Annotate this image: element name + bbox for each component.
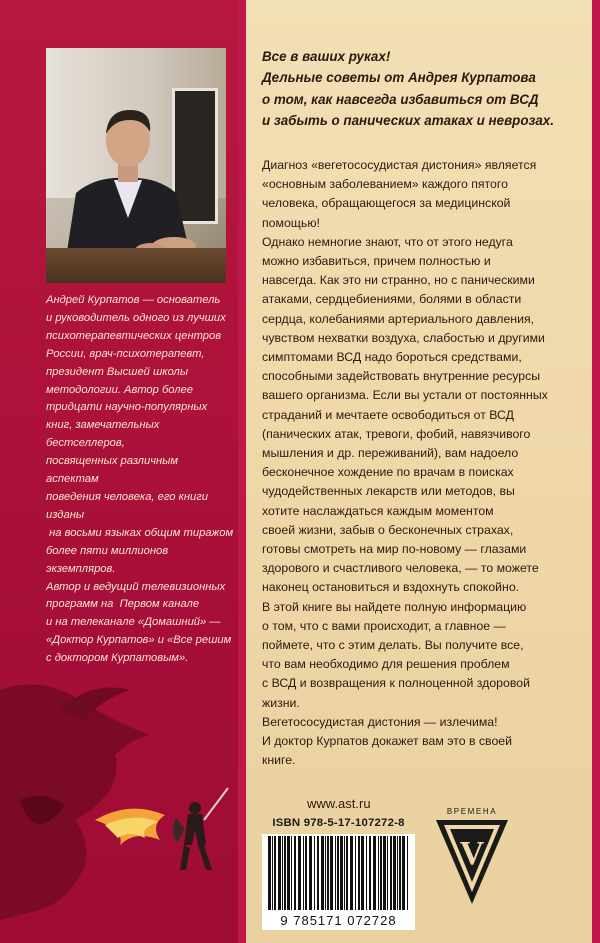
body-line: атаками, сердцебиениями, болями в области	[262, 292, 522, 307]
author-bio	[46, 292, 232, 668]
bio-line: с доктором Курпатовым».	[46, 652, 189, 665]
barcode-bar	[387, 836, 388, 910]
body-line: В этой книге вы найдете полную информацию	[262, 599, 527, 614]
barcode-bar	[274, 836, 276, 910]
author-figure	[56, 98, 206, 258]
body-line: бесконечное хождение по врачам в поисках	[262, 465, 514, 480]
barcode-bar	[272, 836, 273, 910]
barcode-bar	[303, 836, 304, 910]
body-line: хотите наслаждаться каждым моментом	[262, 503, 494, 518]
publisher-logo	[432, 800, 512, 910]
body-line: человека, обращающегося за медицинской	[262, 196, 511, 211]
barcode-bar	[366, 836, 367, 910]
barcode-bar	[397, 836, 398, 910]
tagline-line: Дельные советы от Андрея Курпатова	[262, 70, 536, 86]
body-line: вашего организма. Если вы устали от постоянных	[262, 388, 548, 403]
barcode-bar	[373, 836, 376, 910]
dragon-knight-illustration	[0, 680, 238, 943]
bio-line: более пяти миллионов экземпляров.	[46, 544, 169, 575]
body-line: готовы смотреть на мир по-новому — глазами	[262, 542, 527, 557]
bio-line: программ на Первом канале	[46, 598, 200, 611]
body-line: страданий и мечтаете освободиться от ВСД	[262, 407, 514, 422]
isbn-label: ISBN 978-5-17-107272-8	[272, 817, 405, 829]
barcode-bar	[309, 836, 312, 910]
bio-line: поведения человека, его книги изданы	[46, 490, 208, 521]
photo-table	[46, 248, 226, 283]
bio-line: Андрей Курпатов — основатель	[46, 294, 221, 306]
barcode-bar	[314, 836, 315, 910]
barcode-bar	[344, 836, 345, 910]
body-line: чувством нехватки воздуха, слабостью и другими	[262, 330, 545, 345]
barcode-bar	[321, 836, 324, 910]
barcode-bar	[278, 836, 281, 910]
body-line: поймете, что с этим делать. Вы получите все,	[262, 638, 524, 653]
body-line: о том, что с вами происходит, а главное —	[262, 618, 506, 633]
body-line: с ВСД и возвращения к полноценной здоровой	[262, 676, 530, 691]
bio-line: посвященных различным аспектам	[46, 455, 179, 486]
barcode-bar	[361, 836, 364, 910]
bio-line: и на телеканале «Домашний» —	[46, 616, 221, 629]
body-line: сердца, колебаниями артериального давления,	[262, 311, 535, 326]
divider-stripe-right	[592, 0, 600, 943]
barcode-bar	[287, 836, 290, 910]
body-line: Диагноз «вегетососудистая дистония» является	[262, 158, 537, 172]
bio-line: методологии. Автор более	[46, 383, 193, 396]
body-line: что вам необходимо для решения проблем	[262, 657, 510, 672]
body-line: Вегетососудистая дистония — излечима!	[262, 714, 498, 729]
body-line: способными задействовать внутренние ресурсы	[262, 369, 541, 384]
barcode-bar	[284, 836, 286, 910]
body-line: книге.	[262, 753, 296, 768]
bio-line: психотерапевтических центров	[46, 329, 222, 342]
barcode-bar	[291, 836, 292, 910]
body-line: (панических атак, тревоги, фобий, навязчивого	[262, 426, 531, 441]
barcode-bar	[407, 836, 408, 910]
body-line: И доктор Курпатов докажет вам это в своей	[262, 734, 513, 749]
tagline-line: о том, как навсегда избавиться от ВСД	[262, 91, 539, 107]
body-line: мышления и др. переживаний), вам надоело	[262, 446, 519, 461]
barcode-bar	[390, 836, 392, 910]
barcode	[262, 834, 415, 912]
book-description	[262, 156, 578, 771]
bio-line: России, врач-психотерапевт,	[46, 347, 205, 360]
body-line: Однако немногие знают, что от этого недуга	[262, 234, 513, 249]
body-line: жизни.	[262, 695, 300, 710]
bio-line: «Доктор Курпатов» и «Все решим	[46, 634, 232, 647]
body-line: «основным заболеванием» каждого пятого	[262, 177, 508, 192]
barcode-digits: 9 785171 072728	[262, 912, 415, 930]
barcode-bar	[358, 836, 360, 910]
barcode-bar	[305, 836, 307, 910]
barcode-bar	[393, 836, 396, 910]
barcode-bar	[346, 836, 348, 910]
barcode-bar	[355, 836, 356, 910]
body-line: чудодейственных лекарств или методов, вы	[262, 484, 515, 499]
body-line: наконец остановиться и вздохнуть спокойно.	[262, 580, 520, 595]
body-line: помощью!	[262, 215, 320, 230]
barcode-bar	[378, 836, 379, 910]
barcode-bar	[325, 836, 326, 910]
tagline-line: и забыть о панических атаках и неврозах.	[262, 112, 554, 128]
body-line: симптомами ВСД надо бороться средствами,	[262, 350, 522, 365]
bio-line: книг, замечательных бестселлеров,	[46, 419, 160, 450]
barcode-bar	[399, 836, 401, 910]
body-line: здорового и счастливого человека, — то можете	[262, 561, 539, 576]
tagline-line: Все в ваших руках!	[262, 49, 391, 64]
body-line: своей жизни, забыв о бесконечных страхах,	[262, 522, 514, 537]
barcode-bar	[298, 836, 301, 910]
barcode-bar	[380, 836, 382, 910]
publisher-name: ВРЕМЕНА	[446, 807, 498, 816]
body-line: можно избавиться, причем полностью и	[262, 254, 491, 269]
barcode-bar	[317, 836, 319, 910]
body-line: навсегда. Как это ни странно, но с паническими	[262, 273, 535, 288]
barcode-bar	[268, 836, 271, 910]
author-photo	[46, 48, 226, 283]
publisher-website: www.ast.ru	[307, 796, 371, 811]
barcode-bar	[294, 836, 296, 910]
barcode-bar	[369, 836, 371, 910]
bio-line: и руководитель одного из лучших	[46, 311, 226, 324]
barcode-bar	[337, 836, 339, 910]
barcode-bar	[383, 836, 386, 910]
barcode-bar	[330, 836, 333, 910]
barcode-bar	[350, 836, 353, 910]
bio-line: тридцати научно-популярных	[46, 401, 208, 414]
barcode-bar	[340, 836, 343, 910]
bio-line: на восьми языках общим тиражом	[46, 526, 234, 539]
barcode-bar	[402, 836, 405, 910]
book-tagline	[262, 46, 582, 131]
bio-line: Автор и ведущий телевизионных	[46, 580, 226, 593]
publisher-letter: V	[459, 835, 485, 872]
barcode-bar	[327, 836, 329, 910]
divider-stripe-left	[238, 0, 246, 943]
barcode-bar	[282, 836, 283, 910]
bio-line: президент Высшей школы	[46, 365, 189, 378]
barcode-bar	[335, 836, 336, 910]
